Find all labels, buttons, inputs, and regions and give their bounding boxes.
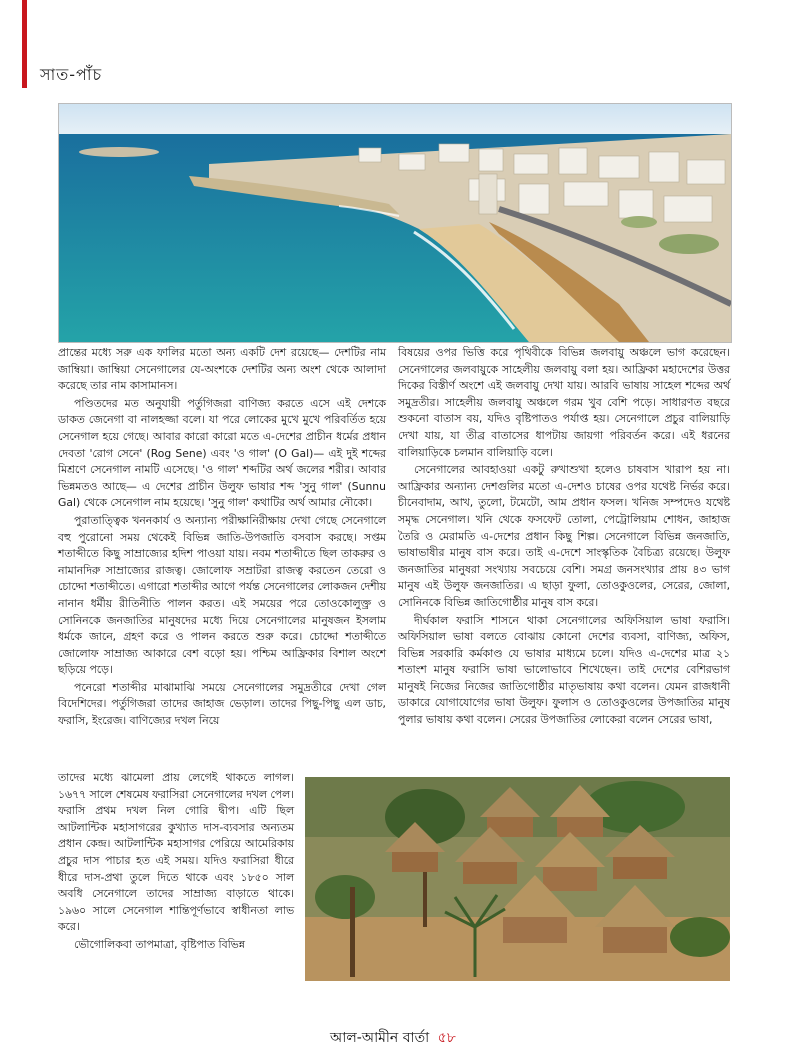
coastline-photo (58, 103, 732, 343)
paragraph: পুরাতাত্ত্বিক খননকার্য ও অন্যান্য পরীক্ষানিরীক্ষায় দেখা গেছে সেনেগালে বহু পুরোনো সময় থেকেই বিভিন্ন জাতি-উপজাতি বসবাস করছে। সপ্তম শতাব্দীতে কিছু সাম্রাজ্যের হদিশ পাওয়া যায়। নবম শতাব্দীতে ছিল তাকরুর ও নামানদিরু সাম্রাজ্যের রাজত্ব। জোলোফ সম্রাটরা রাজত্ব করতেন তেরো ও চোদ্দো শতাব্দীতে। এগারো শতাব্দীর আগে পর্যন্ত সেনেগালের লোকজন দেশীয় নানান ধর্মীয় রীতিনীতি পালন করত। এই সময়ের পরে তোওকোলুক্ত্র ও সোনিনকে জনজাতির মানুষদের মধ্যে দিয়ে সেনেগালের মানুষজন ইসলাম ধর্মকে জানে, গ্রহণ করে ও পালন করতে শুরু করে। চোদ্দো শতাব্দীতে জোলোফ সাম্রাজ্য আকারে বেশ বড়ো হয়। পশ্চিম আফ্রিকার বিশাল অংশে ছড়িয়ে পড়ে। (58, 513, 386, 677)
magazine-name: আল-আমীন বার্তা (330, 1030, 430, 1046)
left-column-bottom (58, 770, 294, 955)
page-number: ৫৮ (437, 1030, 456, 1046)
paragraph: প্রান্তের মধ্যে সরু এক ফালির মতো অন্য একটি দেশ রয়েছে— দেশটির নাম জাম্বিয়া। জাম্বিয়া সেনেগালের যে-অংশকে দেশটির অন্য অংশ থেকে আলাদা করেছে তার নাম কাসামানস। (58, 346, 386, 393)
paragraph: দীর্ঘকাল ফরাসি শাসনে থাকা সেনেগালের অফিসিয়াল ভাষা ফরাসি। অফিসিয়াল ভাষা বলতে বোঝায় কোনো দেশের ব্যবসা, বাণিজ্য, অফিস, বিভিন্ন সরকারি কর্মকাণ্ড যে ভাষার মাধ্যমে চলে। যদিও এ-দেশের মাত্র ২১ শতাংশ মানুষ ফরাসি ভাষা ভালোভাবে শিখেছেন। তাই দেশের বেশিরভাগ মানুষই নিজের নিজের জাতিগোষ্ঠীর মাতৃভাষায় কথা বলেন। যেমন রাজধানী ডাকারে যোগাযোগের ভাষা উলুফ। ফুলাস ও তোওকুওলের উপজাতির মানুষ পুলার ভাষায় কথা বলেন। সেরের উপজাতির লোকেরা বলেন সেরের ভাষা, (398, 613, 730, 727)
right-column (398, 345, 730, 730)
paragraph: বিষয়ের ওপর ভিত্তি করে পৃথিবীকে বিভিন্ন জলবায়ু অঞ্চলে ভাগ করেছেন। সেনেগালের জলবায়ুকে সাহেলীয় জলবায়ু বলা হয়। আফ্রিকা মহাদেশের উত্তর দিকের বিস্তীর্ণ অংশে এই জলবায়ু দেখা যায়। আরবি ভাষায় সাহেল শব্দের অর্থ সমুদ্রতীর। সাহেলীয় জলবায়ু অঞ্চলে গরম খুব বেশি পড়ে। সাধারণত বছরে শুকনো বাতাস বয়, যদিও বৃষ্টিপাতও পর্যাপ্ত হয়। সেনেগালে প্রচুর বালিয়াড়ি দেখা যায়, যা তীব্র বাতাসের ধাপটায় জায়গা পরিবর্তন করে। এই ধরনের বালিয়াড়িকে চলমান বালিয়াড়ি বলে। (398, 346, 730, 459)
paragraph: পণ্ডিতদের মত অনুযায়ী পর্তুগিজরা বাণিজ্য করতে এসে এই দেশকে ডাকত জেনেগা বা নালহজ্জা বলে। যা পরে লোকের মুখে মুখে পরিবর্তিত হয়ে সেনেগাল হয়ে গেছে। আবার কারো কারো মতে এ-দেশের প্রাচীন ধর্মের প্রধান দেবতা 'রোগ সেনে' (Rog Sene) এবং 'ও গাল' (O Gal)— এই দুই শব্দের মিশ্রণে সেনেগাল নামটি এসেছে। 'ও গাল' শব্দটির অর্থ জলের শরীর। আবার ভিন্নমতও আছে— এ দেশের প্রাচীন উলুফ ভাষার শব্দ 'সুনু গাল' (Sunnu Gal) থেকে সেনেগাল নাম হয়েছে। 'সুনু গাল' কথাটির অর্থ আমার নৌকো। (58, 396, 386, 510)
paragraph: তাদের মধ্যে ঝামেলা প্রায় লেগেই থাকতে লাগল। ১৬৭৭ সালে শেষমেষ ফরাসিরা সেনেগালের দখল পেল। ফরাসি প্রথম দখল নিল গোরি দ্বীপ। এটি ছিল আটলান্টিক মহাসাগরের কুখ্যাত দাস-ব্যবসার অন্যতম প্রধান কেন্দ্র। আটলান্টিক মহাসাগর পেরিয়ে আমেরিকায় প্রচুর দাস পাচার হত এই সময়। যদিও ফরাসিরা ধীরে ধীরে দাস-প্রথা তুলে দিতে থাকে এবং ১৮৫০ সাল অবধি সেনেগালে তাদের সাম্রাজ্য বাড়াতে থাকে। ১৯৬০ সালে সেনেগাল শান্তিপূর্ণভাবে স্বাধীনতা লাভ করে। (58, 771, 294, 934)
left-column-top (58, 345, 386, 731)
village-photo (305, 777, 730, 981)
page-footer (330, 1026, 456, 1050)
red-margin-bar (22, 0, 27, 88)
paragraph: পনেরো শতাব্দীর মাঝামাঝি সময়ে সেনেগালের সমুদ্রতীরে দেখা গেল বিদেশিদের। পর্তুগিজরা তাদের জাহাজ ভেড়াল। তাদের পিছু-পিছু এল ডাচ, ফরাসি, ইংরেজ। বাণিজ্যের দখল নিয়ে (58, 680, 386, 728)
section-label: সাত-পাঁচ (40, 65, 103, 84)
paragraph: সেনেগালের আবহাওয়া একটু রুখাশুখা হলেও চাষবাস খারাপ হয় না। আফ্রিকার অন্যান্য দেশগুলির মতো এ-দেশও চাষের ওপর যথেষ্ট নির্ভর করে। চীনেবাদাম, আখ, তুলো, টমেটো, আম প্রধান ফসল। খনিজ সম্পদেও যথেষ্ট সমৃদ্ধ সেনেগাল। খনি থেকে ফসফেট তোলা, পেট্রোলিয়াম শোধন, জাহাজ তৈরি ও মেরামতি এ-দেশের প্রধান কিছু শিল্প। সেনেগালে বিভিন্ন জনজাতি, ভাষাভাষীর মানুষ বাস করে। তাই এ-দেশে সাংস্কৃতিক বৈচিত্র্য রয়েছে। উলুফ জনজাতির মানুষরা সংখ্যায় সবচেয়ে বেশি। সমগ্র জনসংখ্যার প্রায় ৪৩ ভাগ মানুষ এই উলুফ জনজাতির। এ ছাড়া ফুলা, তোওকুওলের, সেরের, জোলা, সোনিনকে বিভিন্ন জাতিগোষ্ঠীর মানুষ বাস করে। (398, 463, 730, 609)
paragraph: ভৌগোলিকবা তাপমাত্রা, বৃষ্টিপাত বিভিন্ন (74, 937, 245, 951)
